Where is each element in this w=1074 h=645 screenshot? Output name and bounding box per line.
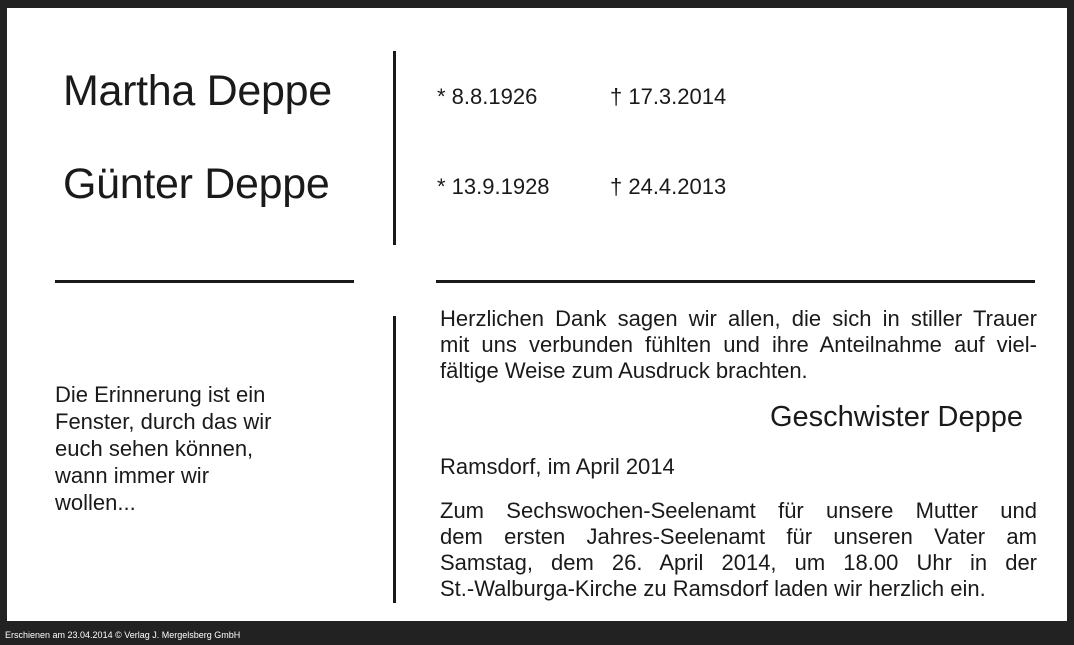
thanks-line: mit uns verbunden fühlten und ihre Anteilnahme auf viel-	[440, 332, 1037, 357]
death-date-1: † 17.3.2014	[610, 84, 727, 109]
place-date: Ramsdorf, im April 2014	[440, 454, 675, 479]
notice-line: dem ersten Jahres-Seelenamt für unseren Vater am	[440, 524, 1037, 549]
person-name-2: Günter Deppe	[63, 160, 330, 208]
memorial-quote: Die Erinnerung ist ein Fenster, durch das wir euch sehen können, wann immer wir wollen...	[55, 382, 272, 515]
thanks-paragraph	[440, 306, 1037, 384]
publication-footer: Erschienen am 23.04.2014 © Verlag J. Mergelsberg GmbH	[5, 630, 241, 640]
notice-line: Samstag, dem 26. April 2014, um 18.00 Uhr in der	[440, 550, 1037, 575]
thanks-line: Herzlichen Dank sagen wir allen, die sich in stiller Trauer	[440, 306, 1037, 331]
thanks-line: fältige Weise zum Ausdruck brachten.	[440, 358, 808, 383]
vertical-divider-top	[393, 51, 396, 245]
birth-date-1: * 8.8.1926	[437, 84, 538, 109]
vertical-divider-bottom	[393, 316, 396, 603]
person-name-1: Martha Deppe	[63, 67, 332, 115]
obituary-card	[7, 8, 1067, 621]
signature: Geschwister Deppe	[769, 401, 1023, 433]
horizontal-divider-left	[55, 280, 354, 283]
birth-date-2: * 13.9.1928	[437, 174, 550, 199]
notice-line: St.-Walburga-Kirche zu Ramsdorf laden wir herzlich ein.	[440, 576, 986, 601]
mass-notice-paragraph	[440, 498, 1037, 602]
death-date-2: † 24.4.2013	[610, 174, 727, 199]
notice-line: Zum Sechswochen-Seelenamt für unsere Mutter und	[440, 498, 1037, 523]
horizontal-divider-right	[436, 280, 1035, 283]
